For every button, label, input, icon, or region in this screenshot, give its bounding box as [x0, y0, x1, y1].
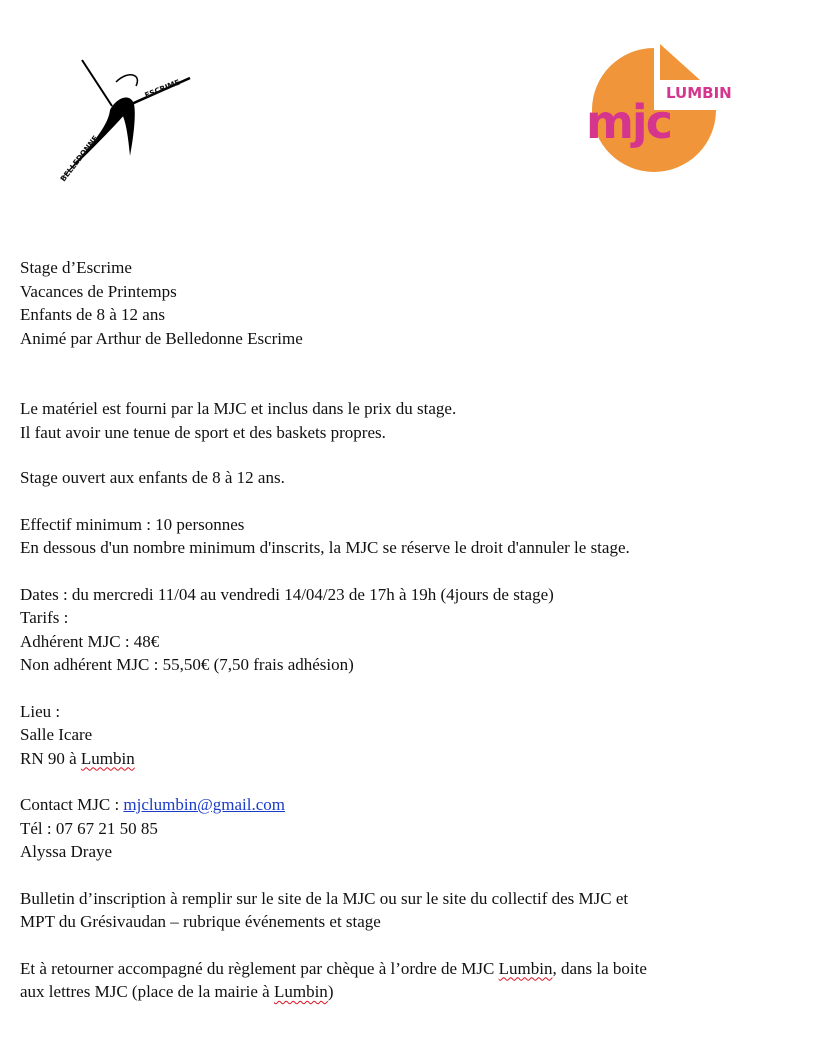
material-line: Il faut avoir une tenue de sport et des baskets propres. — [20, 422, 386, 442]
return-line-text: ) — [327, 982, 334, 1001]
open-to-line: Stage ouvert aux enfants de 8 à 12 ans. — [20, 468, 285, 487]
mjc-logo-icon — [582, 40, 752, 180]
bulletin-line: Bulletin d’inscription à remplir sur le site de la MJC ou sur le site du collectif des MJC et — [20, 888, 629, 908]
header-line: Stage d’Escrime — [20, 258, 132, 277]
svg-text:ESCRIME: ESCRIME — [143, 77, 182, 100]
minimum-line: Effectif minimum : 10 personnes — [20, 514, 245, 534]
svg-text:LUMBIN: LUMBIN — [666, 84, 732, 102]
lieu-name: Salle Icare — [20, 725, 93, 744]
lieu-town: Lumbin — [80, 748, 135, 768]
return-line — [20, 957, 820, 981]
return-town: Lumbin — [273, 982, 328, 1001]
svg-text:mjc: mjc — [586, 95, 671, 149]
material-line: Le matériel est fourni par la MJC et inclus dans le prix du stage. — [20, 399, 457, 418]
contact-email-link[interactable]: mjclumbin@gmail.com — [123, 795, 285, 814]
belledonne-escrime-logo — [50, 52, 200, 192]
return-town: Lumbin — [498, 958, 553, 978]
header-line: Vacances de Printemps — [20, 281, 177, 301]
fencer-icon — [50, 52, 200, 192]
document-body — [20, 256, 820, 1004]
header-line: Animé par Arthur de Belledonne Escrime — [20, 328, 303, 348]
contact-line — [20, 793, 820, 817]
svg-text:BELLEDONNE: BELLEDONNE — [58, 133, 100, 184]
lieu-address — [20, 747, 820, 771]
phone-line: Tél : 07 67 21 50 85 — [20, 818, 158, 838]
bulletin-line: MPT du Grésivaudan – rubrique événements et stage — [20, 912, 381, 931]
lieu-label: Lieu : — [20, 701, 61, 721]
header-line: Enfants de 8 à 12 ans — [20, 305, 165, 324]
mjc-lumbin-logo — [582, 40, 752, 180]
return-line-text: , dans la boite — [552, 958, 647, 978]
return-line — [20, 980, 820, 1004]
dates-line: Dates : du mercredi 11/04 au vendredi 14/04/23 de 17h à 19h (4jours de stage) — [20, 584, 554, 604]
lieu-address-prefix: RN 90 à — [20, 748, 81, 768]
contact-label: Contact MJC : — [20, 795, 124, 814]
contact-name: Alyssa Draye — [20, 842, 113, 861]
tarif-line: Non adhérent MJC : 55,50€ (7,50 frais adhésion) — [20, 655, 354, 674]
return-line-text: aux lettres MJC (place de la mairie à — [20, 982, 274, 1001]
return-line-text: Et à retourner accompagné du règlement par chèque à l’ordre de MJC — [20, 958, 499, 978]
tarifs-label: Tarifs : — [20, 608, 69, 627]
tarif-line: Adhérent MJC : 48€ — [20, 631, 160, 651]
minimum-line: En dessous d'un nombre minimum d'inscrits, la MJC se réserve le droit d'annuler le stage. — [20, 538, 630, 557]
